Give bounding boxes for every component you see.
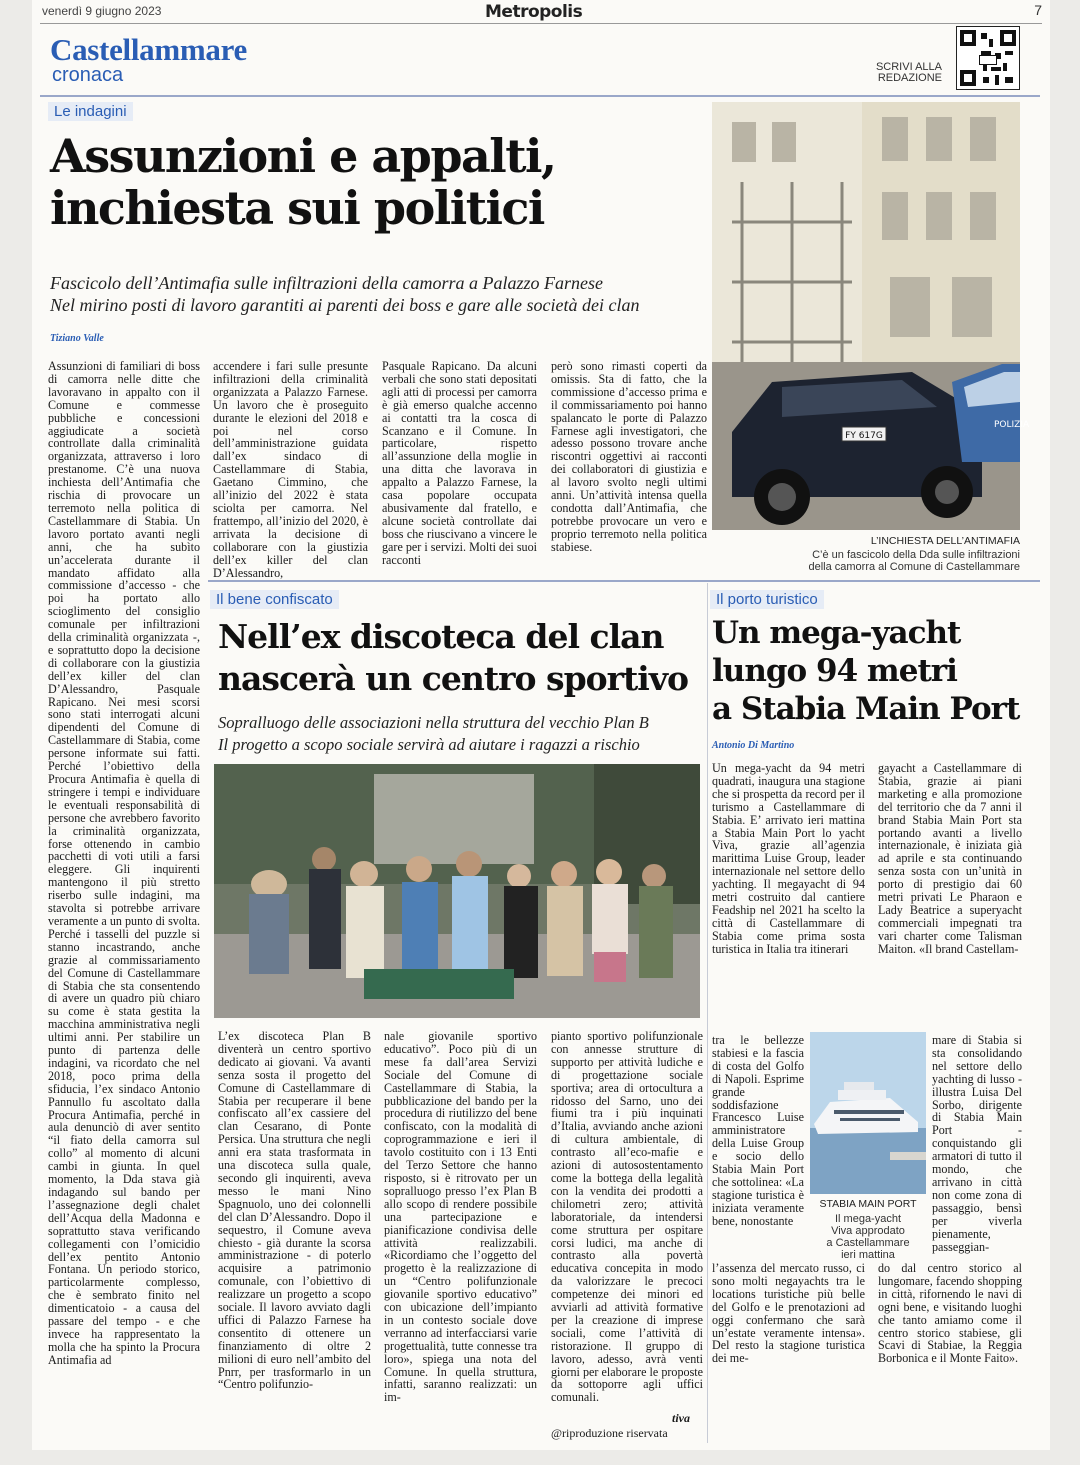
newspaper-name: Metropolis <box>485 2 583 22</box>
group-photo-illustration <box>214 764 700 1018</box>
photo3-caption-kicker: STABIA MAIN PORT <box>819 1198 917 1210</box>
third-byline: Antonio Di Martino <box>712 740 795 751</box>
main-article-column-3: Pasquale Rapicano. Da alcuni verbali che sono stati depositati agli atti di processi per camorra è già emerso qualche accenno ai contatti tra la cosca di Scanzano e il Comune. In particolare, rispetto all’assunzione della moglie in una ditta che lavorava in appalto a Palazzo Farnese, la casa popolare occupata abusivamente dal fratello, e alcune società controllate dai boss che riuscivano a vincere le gare per i servizi. Molti dei suoi racconti <box>382 359 537 567</box>
photo1-caption-kicker: L’INCHIESTA DELL’ANTIMAFIA <box>870 535 1020 547</box>
masthead-strip <box>40 2 1042 24</box>
kicker-tourist-port: Il porto turistico <box>710 590 824 609</box>
police-car-label: POLIZIA <box>994 420 1030 430</box>
site-visit-photo <box>214 764 700 1018</box>
license-plate: FY 617G <box>845 431 883 441</box>
main-deck: Fascicolo dell’Antimafia sulle infiltrazioni della camorra a Palazzo Farnese Nel mirino posti di lavoro garantiti ai parenti dei boss e gare alle società dei clan <box>50 273 640 315</box>
second-article-column-1: L’ex discoteca Plan B diventerà un centro sportivo dedicato ai giovani. Va avanti senza sosta il progetto del Comune di Castellammare di Stabia per recuperare il bene confiscato all’ex cassiere del clan Cesarano, di Ponte Persica. Una struttura che negli anni era stata trasformata in una discoteca sulla quale, secondo gli inquirenti, aveva messo le mani Nino Spagnuolo, uno dei colonnelli del clan D’Alessandro. Dopo il sequestro, il Comune aveva chiesto - già durante la scorsa amministrazione - di poterlo acquisire a patrimonio comunale, con l’obiettivo di realizzare un progetto a scopo sociale. Il lavoro avviato dagli uffici di Palazzo Farnese ha consentito di ottenere un finanziamento di oltre 2 milioni di euro nell’ambito del Pnrr, per trasformarlo in un “Centro polifunzio- <box>218 1029 371 1392</box>
main-byline: Tiziano Valle <box>50 333 104 344</box>
section-rule <box>40 95 1040 97</box>
lower-section-rule <box>208 580 1040 582</box>
third-article-column-1-bottom: l’assenza del mercato russo, ci sono molti negayachts tra le locations turistiche più belle del Golfo e le prenotazioni ad oggi confermano che sarà un’estate veramente intensa». Del resto la stagione turistica dei me- <box>712 1261 865 1366</box>
main-headline: Assunzioni e appalti, inchiesta sui politici <box>50 129 556 235</box>
yacht-photo <box>810 1032 926 1194</box>
write-to-editors-label: SCRIVI ALLA REDAZIONE <box>875 61 942 84</box>
police-car-photo <box>712 102 1030 530</box>
second-article-column-2: nale giovanile sportivo educativo”. Poco più di un mese fa dall’area Servizi Sociale del Comune di Castellammare di Stabia, la pubblicazione del bando per la procedura di riutilizzo del bene confiscato, con la modalità di coprogrammazione e ieri il tavolo costituito con i 13 Enti del Terzo Settore che hanno risposto, si è ritrovato per un sopralluogo presso l’ex Plan B allo scopo di rendere possibile una partecipazione e pianificazione condivisa delle attività realizzabili. «Ricordiamo che l’oggetto del progetto è la realizzazione di un “Centro polifunzionale giovanile sportivo educativo” con ubicazione dell’impianto in un contesto sociale dove verranno ad interfacciarsi varie progettualità, tutte connesse tra loro», spiega una nota del Comune. In quella struttura, infatti, saranno realizzati: un im- <box>384 1029 537 1405</box>
page-number: 7 <box>1034 2 1042 18</box>
section-subtitle: cronaca <box>52 64 124 86</box>
third-article-column-2-bottom: do dal centro storico al lungomare, facendo shopping in città, rifornendo le navi di ogni bene, e visitando luoghi che tanto amiamo come il centro storico stabiese, gli Scavi di Stabiae, la Reggia Borbonica e il Monte Faito». <box>878 1261 1022 1366</box>
section-title: Castellammare <box>50 32 247 67</box>
third-article-column-2-top: gayacht a Castellammare di Stabia, grazie ai piani marketing e alla promozione del territorio che da 7 anni il brand Stabia Main Port sta portando avanti a livello internazionale, è iniziata già ad aprile e sta continuando senza sosta con un’unità in porto di prestigio dai 60 metri privati Le Pharaon e Lady Beatrice a superyacht commerciali impegnati tra vari charter come Talisman Maiton. «Il brand Castellam- <box>878 761 1022 956</box>
kicker-investigations: Le indagini <box>48 102 133 121</box>
main-article-column-4: però sono rimasti coperti da omissis. Sta di fatto, che la commissione d’accesso prima e il commissariamento poi hanno spalancato le porte di Palazzo Farnese agli investigatori, che adesso possono trovare anche riscontri oggettivi ai racconti dei collaboratori di giustizia e al lavoro svolto negli ultimi anni. Un’attività intensa quella condotta dall’Antimafia, che potrebbe provocare un vero e proprio terremoto nella politica stabiese. <box>551 359 707 554</box>
second-article-column-3: pianto sportivo polifunzionale con annesse strutture di supporto per attività ludiche e di progettazione sociale sportiva; area di ortocultura a ridosso del Sarno, uno dei fiumi tra i più inquinati d’Italia, avviando anche azioni di cultura ambientale, di contrasto all’eco-mafie e azioni di autosostentamento come la bottega della legalità con la vendita dei prodotti a chilometri zero; attività laboratoriale, da intendersi come struttura per ospitare corsi ludici, ma anche di contrasto alla povertà educativa concepita in modo da valorizzare le precoci competenze dei minori ed avviarli ad attività formative per la creazione di imprese sociali, come l’attività di ristorazione. Il gruppo di lavoro, adesso, avrà venti giorni per elaborare le proposte da sottoporre agli uffici comunali. <box>551 1029 703 1405</box>
photo3-caption: Il mega-yacht Viva approdato a Castellammare ieri mattina <box>826 1213 910 1261</box>
author-signature: tiva <box>672 1411 690 1425</box>
third-headline: Un mega-yacht lungo 94 metri a Stabia Main Port <box>712 615 1020 727</box>
main-article-column-1: Assunzioni di familiari di boss di camorra nelle ditte che lavoravano in appalto con il Comune e commesse pubbliche e concessioni aggiudicate a società controllate dalla criminalità organizzata, attraverso i loro prestanome. C’è una nuova inchiesta dell’Antimafia che rischia di provocare un terremoto nella politica di Castellammare di Stabia. Un lavoro portato avanti negli anni, che ha subìto un’accelerata durante il mandato affidato alla commissione d’accesso - che poi ha portato allo scioglimento del consiglio comunale per infiltrazioni della criminalità organizzata -, e soprattutto dopo la decisione di collaborare con la giustizia dell’ex killer del clan D’Alessandro, Pasquale Rapicano. Nei mesi scorsi sono stati interrogati alcuni dipendenti del Comune di Castellammare di Stabia, come persone informate sui fatti. Perché l’obiettivo della Procura Antimafia è quella di stringere i tempi e individuare le eventuali responsabilità di persone che avrebbero favorito la criminalità organizzata, forse ottenendo in cambio pacchetti di voti utili a farsi eleggere. Gli inquirenti mantengono il più stretto riserbo sulle indagini, ma stavolta si potrebbe arrivare veramente a un punto di svolta. Perché i tasselli del puzzle si stanno incastrando, anche grazie al commissariamento del Comune di Castellammare di Stabia che sta consentendo di avere un quadro più chiaro su come è stata gestita la macchina amministrativa negli ultimi anni. Per stabilire un punto di partenza delle indagini, va ricordato che nel 2018, poco prima della sfiducia, l’ex sindaco Antonio Pannullo fu ascoltato dalla Procura Antimafia, perché in aula denunciò di aver sentito “il fiato della camorra sul collo” al momento di alcuni cambi in giunta. In quel momento, la Dda stava già indagando sul bando per l’assegnazione degli chalet dell’Acqua della Madonna e soprattutto stava verificando collegamenti con l’omicidio dell’ex pentito Antonio Fontana. Un periodo storico, particolarmente complesso, che è sembrato finito nel dimenticatoio - a causa del passare del tempo - e che invece ha rappresentato la molla che ha spinto la Procura Antimafia ad <box>48 359 200 1367</box>
copyright-note: @riproduzione riservata <box>551 1426 668 1440</box>
police-car-illustration <box>712 102 1030 530</box>
newspaper-page <box>32 0 1050 1450</box>
photo1-caption: C’è un fascicolo della Dda sulle infiltrazioni della camorra al Comune di Castellammare <box>808 549 1020 573</box>
second-deck: Sopralluogo delle associazioni nella struttura del vecchio Plan B Il progetto a scopo sociale servirà ad aiutare i ragazzi a rischio <box>218 713 649 754</box>
kicker-confiscated: Il bene confiscato <box>210 590 339 609</box>
third-article-column-1-narrow: tra le bellezze stabiesi e la fascia di costa del Golfo di Napoli. Esprime grande soddisfazione Francesco Luise amministratore della Luise Group e socio dello Stabia Main Port che sottolinea: «La stagione turistica è iniziata veramente bene, nonostante <box>712 1033 805 1228</box>
second-headline: Nell’ex discoteca del clan nascerà un centro sportivo <box>218 617 688 698</box>
main-article-column-2: accendere i fari sulle presunte infiltrazioni della criminalità organizzata a Palazzo Farnese. Un lavoro che è proseguito durante le elezioni del 2018 e poi nel corso dell’amministrazione guidata dall’ex sindaco di Castellammare di Stabia, Gaetano Cimmino, che all’inizio del 2022 è stata sciolta per camorra. Nel frattempo, all’inizio del 2020, è arrivata la decisione di collaborare con la giustizia dell’ex killer del clan D’Alessandro, <box>213 359 368 580</box>
yacht-illustration <box>810 1032 926 1194</box>
third-article-column-1-top: Un mega-yacht da 94 metri quadrati, inaugura una stagione che si prospetta da record per il turismo a Castellammare di Stabia. E’ arrivato ieri mattina a Stabia Main Port lo yacht Viva, grazie all’agenzia marittima Luise Group, leader internazionale nel settore dello yachting. Il megayacht di 94 metri costruito dal cantiere Feadship nel 2021 ha scelto la città di Castellammare di Stabia come prima sosta turistica in Italia tra itinerari <box>712 761 865 956</box>
qr-code-icon[interactable] <box>956 26 1020 90</box>
third-article-column-2-narrow: mare di Stabia si sta consolidando nel settore dello yachting di lusso - illustra Luisa Del Sorbo, dirigente di Stabia Main Port - conquistando gli armatori di tutto il mondo, che arrivano in città non come zona di passaggio, bensì per viverla pienamente, passeggian- <box>932 1033 1022 1254</box>
issue-date: venerdì 9 giugno 2023 <box>42 4 162 18</box>
